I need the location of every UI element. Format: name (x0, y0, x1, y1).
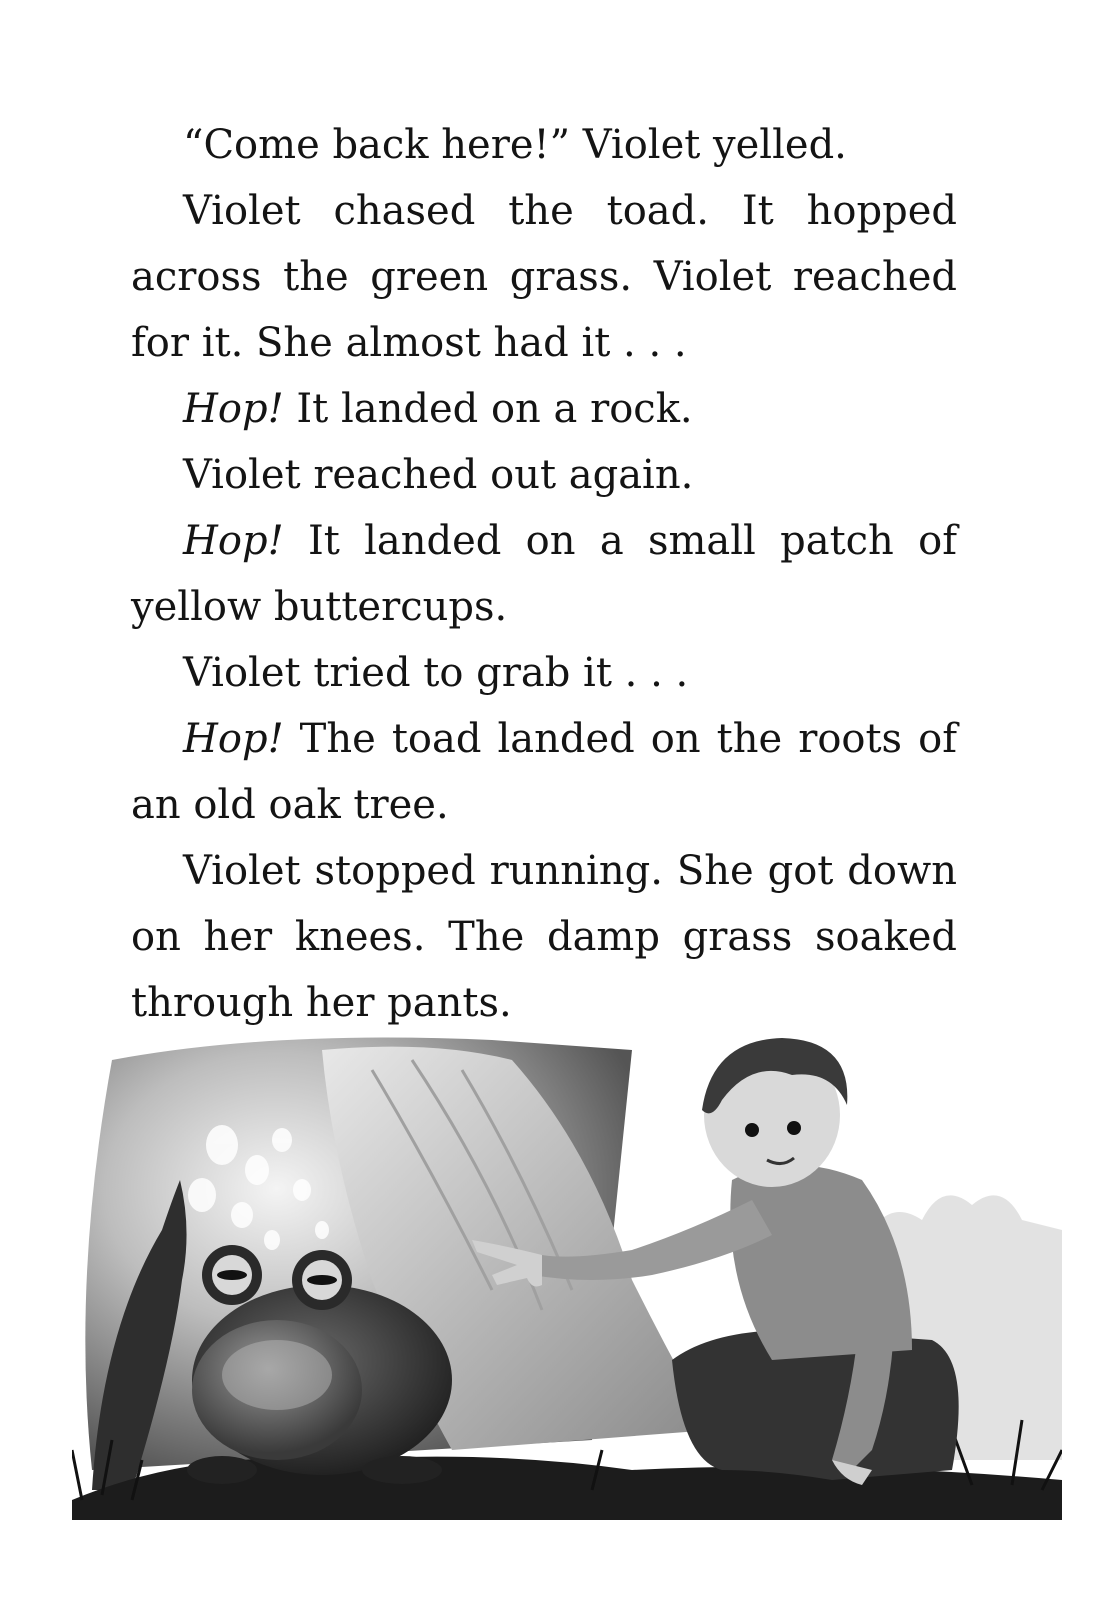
paragraph-4: Violet reached out again. (183, 452, 694, 498)
toad-and-girl-illustration (72, 1030, 1062, 1520)
paragraph-1: “Come back here!” Violet yelled. (183, 122, 847, 168)
paragraph-6: Violet tried to grab it . . . (183, 650, 689, 696)
paragraph-5: Hop! It landed on a small patch of yellow buttercups. (131, 518, 957, 630)
paragraph-7: Hop! The toad landed on the roots of an old oak tree. (131, 716, 957, 828)
paragraph-2: Violet chased the toad. It hopped across the green grass. Violet reached for it. She almost had it . . . (131, 188, 957, 366)
paragraph-8: Violet stopped running. She got down on her knees. The damp grass soaked through her pants. (131, 848, 957, 1026)
paragraph-3: Hop! It landed on a rock. (183, 386, 693, 432)
story-text (131, 112, 957, 1036)
